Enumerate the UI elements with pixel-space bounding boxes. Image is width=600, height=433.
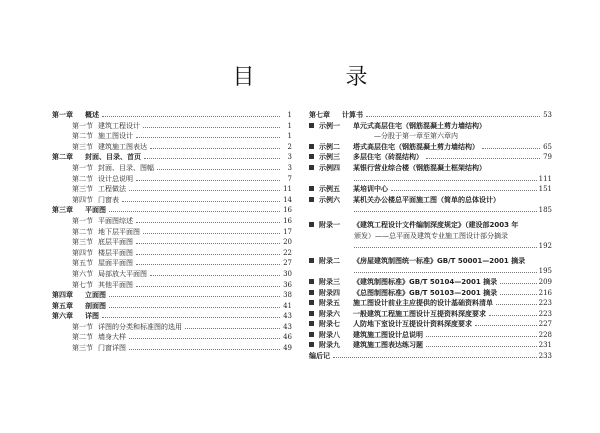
chapter-number: 第五章 (52, 301, 73, 310)
square-bullet-icon (309, 300, 314, 305)
chapter-title: 计算书 (342, 111, 363, 119)
toc-chapter-row (52, 152, 292, 163)
chapter-number: 第四章 (52, 291, 73, 300)
toc-example-row (309, 121, 552, 132)
toc-chapter-row (52, 290, 292, 301)
leader-dots (129, 338, 280, 339)
section-number: 第一节 (72, 163, 93, 172)
square-bullet-icon (309, 154, 314, 159)
example-number: 示例一 (319, 121, 340, 130)
section-title: 设计总说明 (98, 174, 133, 183)
section-title: 墙身大样 (98, 333, 126, 342)
leader-dots (354, 247, 537, 248)
page-number: 111 (538, 174, 552, 183)
page-number: 216 (538, 288, 552, 297)
example-number: 示例五 (319, 185, 340, 194)
appendix-number: 附录二 (319, 256, 340, 265)
chapter-number: 第七章 (309, 111, 330, 119)
page-number: 227 (538, 320, 552, 329)
chapter-title: 详图 (85, 312, 99, 321)
toc-section-row (52, 121, 292, 132)
square-bullet-icon (309, 342, 314, 347)
page-number: 36 (283, 280, 292, 289)
toc-appendix-row (309, 330, 552, 341)
toc-section-row (52, 248, 292, 259)
section-number: 第二节 (72, 333, 93, 342)
page-number: 209 (538, 277, 552, 286)
page-number: 185 (538, 206, 552, 215)
toc-example-row (309, 184, 552, 195)
appendix-number: 附录五 (319, 299, 340, 308)
example-number: 示例六 (319, 195, 340, 204)
section-title: 楼层平面图 (98, 248, 133, 257)
page-number: 46 (283, 333, 292, 342)
section-number: 第四节 (72, 195, 93, 204)
toc-subline (309, 174, 552, 185)
toc-section-row (52, 163, 292, 174)
page-number: 38 (283, 291, 292, 300)
chapter-title: 概述 (85, 111, 99, 119)
leader-dots (354, 272, 537, 273)
example-title: 单元式高层住宅（钢筋混凝土剪力墙结构） (353, 121, 486, 130)
section-number: 第三节 (72, 142, 93, 151)
square-bullet-icon (309, 144, 314, 149)
toc-section-row (52, 332, 292, 343)
toc-example-row (309, 152, 552, 163)
section-title: 平面图综述 (98, 216, 133, 225)
leader-dots (391, 190, 537, 191)
appendix-title: 《建筑制图标准》GB/T 50104—2001 摘录 (353, 277, 498, 286)
example-title: 某银行营业综合楼（钢筋混凝土框架结构） (353, 163, 486, 172)
section-number: 第五节 (72, 259, 93, 268)
square-bullet-icon (309, 258, 314, 263)
appendix-number: 附录一 (319, 220, 340, 229)
appendix-title: 施工图设计前业主应提供的设计基础资料清单 (353, 299, 493, 308)
leader-dots (109, 307, 280, 308)
leader-dots (143, 127, 280, 128)
appendix-title: 建筑施工图设计总说明 (353, 330, 423, 339)
toc-section-row (52, 227, 292, 238)
toc-chapter-row (52, 311, 292, 322)
leader-dots (136, 286, 280, 287)
page-number: 1 (287, 111, 292, 119)
page-number: 223 (538, 309, 552, 318)
page-number: 1 (287, 132, 292, 141)
square-bullet-icon (309, 321, 314, 326)
toc-subline (309, 205, 552, 216)
chapter-number: 第三章 (52, 206, 73, 215)
appendix-number: 附录六 (319, 309, 340, 318)
leader-dots (136, 180, 280, 181)
toc-example-row (309, 163, 552, 174)
section-title: 施工图设计 (98, 132, 133, 141)
toc-example-row (309, 142, 552, 153)
section-number: 第二节 (72, 174, 93, 183)
page-number: 14 (283, 195, 292, 204)
toc-section-row (52, 280, 292, 291)
page-number: 151 (538, 185, 552, 194)
example-title: 多层住宅（砖混结构） (353, 153, 423, 162)
page-number: 43 (283, 312, 292, 321)
toc-appendix-row (309, 309, 552, 320)
leader-dots (354, 211, 537, 212)
square-bullet-icon (309, 186, 314, 191)
leader-dots (150, 275, 280, 276)
appendix-title: 一般建筑工程施工图设计互提资料深度要求 (353, 309, 486, 318)
chapter-title: 平面图 (85, 206, 106, 215)
appendix-number: 附录三 (319, 277, 340, 286)
toc-chapter-row (52, 301, 292, 312)
toc-afterword-row (309, 351, 552, 362)
leader-dots (136, 243, 280, 244)
toc-appendix-row (309, 288, 552, 299)
appendix-title: 建筑施工图表达练习题 (353, 341, 423, 350)
section-title: 建筑施工图表达 (98, 142, 147, 151)
leader-dots (500, 294, 537, 295)
section-number: 第六节 (72, 269, 93, 278)
section-title: 门窗表 (98, 195, 119, 204)
toc-appendix-row (309, 340, 552, 351)
toc-subline (309, 231, 552, 242)
square-bullet-icon (309, 197, 314, 202)
toc-appendix-row (309, 277, 552, 288)
toc-example-row (309, 195, 552, 206)
toc-subline (309, 266, 552, 277)
leader-dots (426, 336, 537, 337)
section-number: 第四节 (72, 248, 93, 257)
appendix-title: 《总图制图标准》GB/T 50103—2001 摘录 (353, 288, 498, 297)
leader-dots (482, 148, 540, 149)
toc-section-row (52, 216, 292, 227)
leader-dots (489, 315, 537, 316)
leader-dots (500, 283, 537, 284)
square-bullet-icon (309, 165, 314, 170)
chapter-number: 第二章 (52, 153, 73, 162)
page-title: 目 录 (232, 65, 410, 90)
toc-section-row (52, 174, 292, 185)
toc-section-row (52, 269, 292, 280)
leader-dots (129, 349, 280, 350)
page-number: 228 (538, 330, 552, 339)
page-number: 41 (283, 301, 292, 310)
leader-dots (496, 304, 537, 305)
leader-dots (122, 201, 280, 202)
page-number: 2 (287, 142, 292, 151)
chapter-title: 剖面图 (85, 301, 106, 310)
section-number: 第二节 (72, 227, 93, 236)
page-number: 53 (543, 111, 552, 119)
leader-dots (102, 116, 280, 117)
toc-section-row (52, 195, 292, 206)
square-bullet-icon (309, 290, 314, 295)
section-number: 第一节 (72, 216, 93, 225)
page-number: 1 (287, 121, 292, 130)
appendix-number: 附录九 (319, 341, 340, 350)
toc-appendix-row (309, 319, 552, 330)
section-title: 门窗详图 (98, 344, 126, 353)
appendix-title: 《建筑工程设计文件编制深度规定》（建设部2003 年 (353, 220, 519, 229)
toc-subline (309, 131, 552, 142)
section-number: 第三节 (72, 238, 93, 247)
leader-dots (109, 296, 280, 297)
page-number: 7 (287, 174, 292, 183)
page-number: 11 (283, 185, 292, 194)
leader-dots (150, 148, 280, 149)
square-bullet-icon (309, 279, 314, 284)
leader-dots (426, 346, 537, 347)
example-title: 某机关办公楼总平面施工图（简单的总体设计） (353, 195, 500, 204)
toc-section-row (52, 322, 292, 333)
section-title: 工程做法 (98, 185, 126, 194)
toc-right-column (309, 110, 552, 362)
toc-chapter-row (52, 205, 292, 216)
leader-dots (426, 158, 540, 159)
section-title: 建筑工程设计 (98, 121, 140, 130)
toc-left-column (52, 110, 292, 354)
example-number: 示例二 (319, 142, 340, 151)
page-number: 3 (287, 163, 292, 172)
toc-section-row (52, 184, 292, 195)
appendix-number: 附录七 (319, 320, 340, 329)
chapter-number: 第一章 (52, 111, 73, 119)
section-number: 第三节 (72, 344, 93, 353)
square-bullet-icon (309, 222, 314, 227)
leader-dots (136, 264, 280, 265)
leader-dots (366, 116, 540, 117)
leader-dots (129, 190, 280, 191)
page-number: 3 (287, 153, 292, 162)
page-number: 16 (283, 206, 292, 215)
section-title: 局部放大平面图 (98, 269, 147, 278)
page-number: 233 (538, 352, 552, 361)
afterword-title: 编后记 (309, 352, 330, 361)
square-bullet-icon (309, 332, 314, 337)
section-title: 底层平面图 (98, 238, 133, 247)
page-number: 195 (538, 267, 552, 276)
page-number: 27 (283, 259, 292, 268)
leader-dots (143, 233, 280, 234)
appendix-subtitle: 颁发）——总平面及建筑专业施工图设计部分摘录 (354, 231, 508, 240)
section-number: 第一节 (72, 322, 93, 331)
leader-dots (109, 211, 280, 212)
page-number: 16 (283, 216, 292, 225)
page-number: 22 (283, 248, 292, 257)
toc-section-row (52, 131, 292, 142)
leader-dots (185, 328, 280, 329)
leader-dots (157, 169, 280, 170)
page-number: 223 (538, 299, 552, 308)
leader-dots (475, 325, 537, 326)
square-bullet-icon (309, 123, 314, 128)
appendix-title: 人防地下室设计互提设计资料深度要求 (353, 320, 472, 329)
page-number: 65 (543, 142, 552, 151)
section-number: 第一节 (72, 121, 93, 130)
toc-section-row (52, 343, 292, 354)
section-number: 第三节 (72, 185, 93, 194)
section-title: 地下层平面图 (98, 227, 140, 236)
page-number: 30 (283, 269, 292, 278)
example-title: 某培训中心 (353, 185, 388, 194)
section-number: 第二节 (72, 132, 93, 141)
example-number: 示例四 (319, 163, 340, 172)
page-number: 79 (543, 153, 552, 162)
toc-subline (309, 241, 552, 252)
leader-dots (136, 254, 280, 255)
leader-dots (136, 137, 280, 138)
toc-chapter-row (309, 110, 552, 121)
appendix-number: 附录八 (319, 330, 340, 339)
appendix-number: 附录四 (319, 288, 340, 297)
toc-appendix-row (309, 298, 552, 309)
square-bullet-icon (309, 311, 314, 316)
example-title: 塔式高层住宅（钢筋混凝土剪力墙结构） (353, 142, 479, 151)
toc-section-row (52, 142, 292, 153)
leader-dots (102, 317, 280, 318)
page-number: 49 (283, 344, 292, 353)
section-number: 第七节 (72, 280, 93, 289)
section-title: 其他平面图 (98, 280, 133, 289)
appendix-title: 《房屋建筑制图统一标准》GB/T 50001—2001 摘录 (353, 256, 526, 265)
example-number: 示例三 (319, 153, 340, 162)
toc-section-row (52, 237, 292, 248)
section-title: 详图的分类和标准图的选用 (98, 322, 182, 331)
leader-dots (333, 357, 537, 358)
page-number: 20 (283, 238, 292, 247)
page-number: 43 (283, 322, 292, 331)
leader-dots (136, 222, 280, 223)
chapter-title: 封面、目录、首页 (85, 153, 141, 162)
toc-chapter-row (52, 110, 292, 121)
toc-appendix-row (309, 220, 552, 231)
chapter-title: 立面图 (85, 291, 106, 300)
section-title: 封面、目录、图幅 (98, 163, 154, 172)
section-title: 屋面平面图 (98, 259, 133, 268)
page-number: 17 (283, 227, 292, 236)
toc-appendix-row (309, 256, 552, 267)
page-number: 231 (538, 341, 552, 350)
leader-dots (354, 180, 537, 181)
toc-section-row (52, 258, 292, 269)
page-number: 192 (538, 242, 552, 251)
example-subtitle: —分股于第一章至第六章内 (374, 132, 458, 141)
leader-dots (144, 158, 280, 159)
chapter-number: 第六章 (52, 312, 73, 321)
